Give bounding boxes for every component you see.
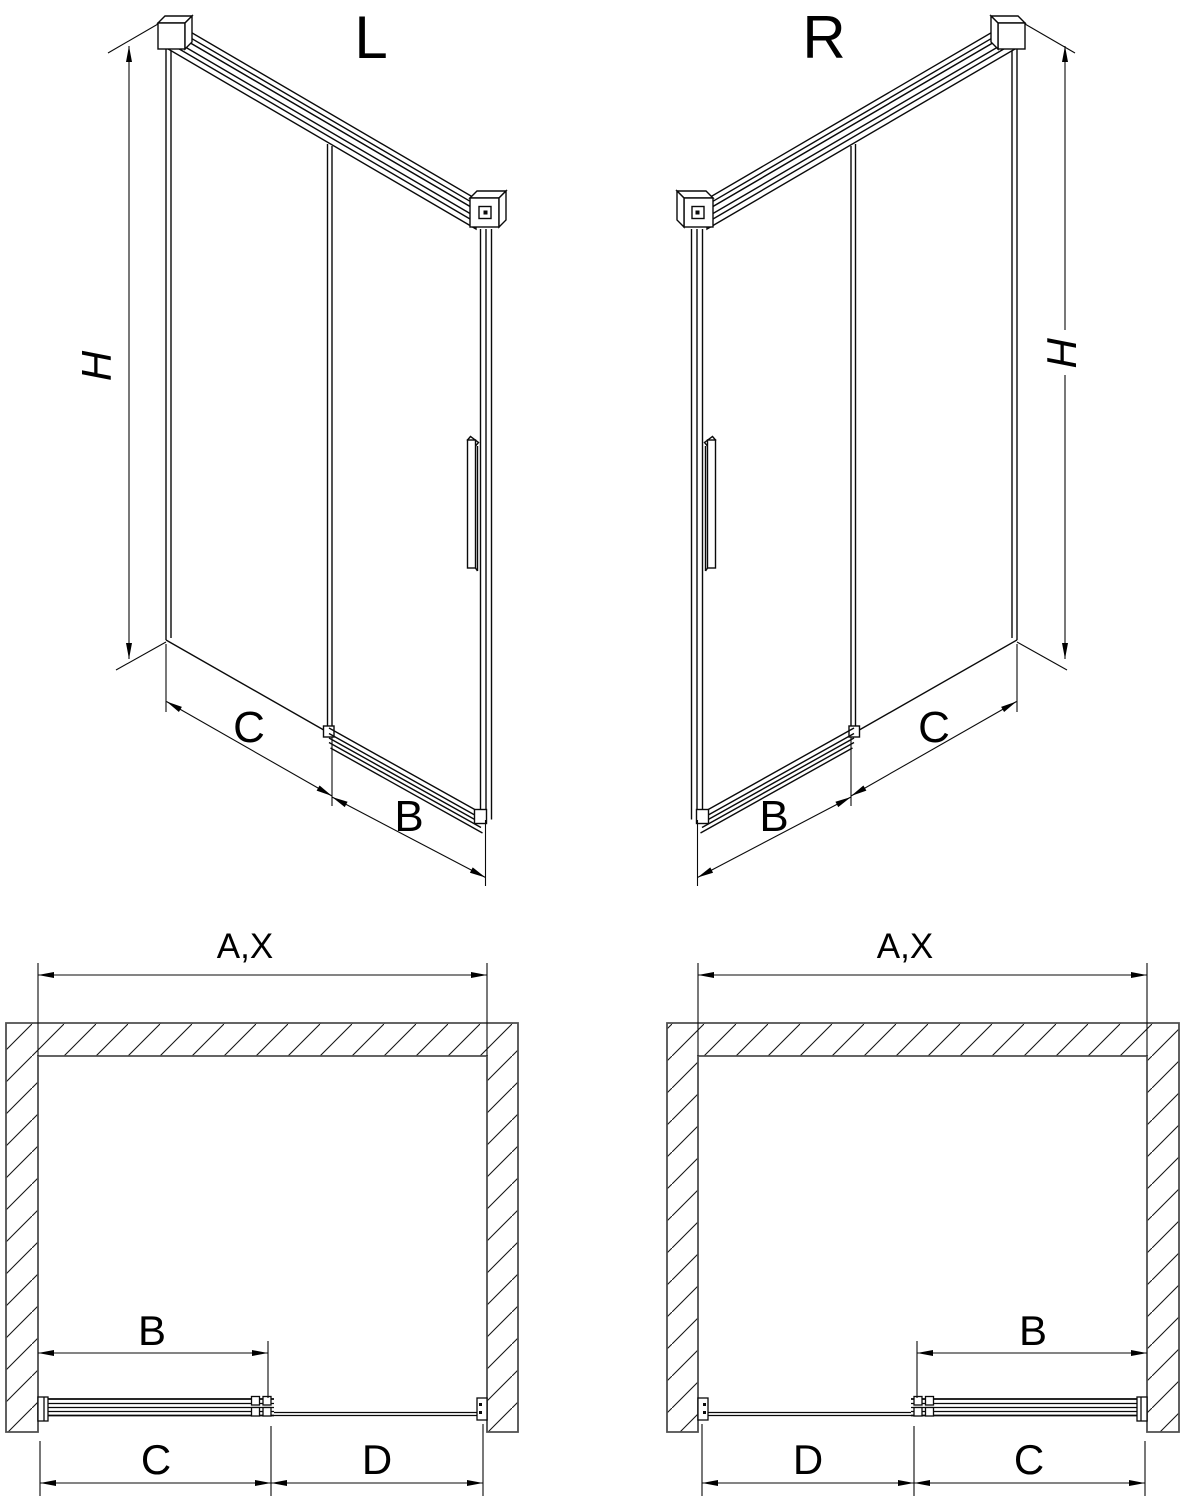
dim-label-panel: C (918, 703, 950, 752)
dim-label-total: A,X (876, 927, 934, 966)
plan-view-right (667, 927, 1179, 1496)
dim-label-total: A,X (216, 927, 274, 966)
dim-ext-line (116, 642, 166, 670)
dim-label-right-span: C (1013, 1436, 1045, 1483)
dim-label-panel: C (233, 703, 265, 752)
wall-section (667, 1023, 1179, 1432)
view-title-left: L (354, 4, 388, 71)
dim-label-door: B (137, 1307, 167, 1354)
dim-ext-line (1017, 642, 1067, 670)
iso-right-geometry (677, 16, 1025, 886)
dim-label-door: B (394, 792, 424, 841)
view-title-right: R (802, 4, 846, 71)
iso-view-right (677, 4, 1085, 886)
iso-left-geometry (158, 16, 506, 886)
dim-label-height: H (73, 350, 120, 382)
wall-section (6, 1023, 518, 1432)
dim-label-left-span: D (792, 1436, 824, 1483)
dim-label-height: H (1038, 336, 1085, 368)
dim-height-left (108, 24, 166, 670)
dim-label-door: B (759, 792, 789, 841)
dim-label-left-span: C (140, 1436, 172, 1483)
dim-label-door: B (1018, 1307, 1048, 1354)
dim-ext-line (1025, 24, 1075, 53)
plan-view-left (6, 927, 518, 1496)
dim-ext-line (108, 24, 158, 53)
dim-label-right-span: D (361, 1436, 393, 1483)
iso-view-left (73, 4, 506, 886)
